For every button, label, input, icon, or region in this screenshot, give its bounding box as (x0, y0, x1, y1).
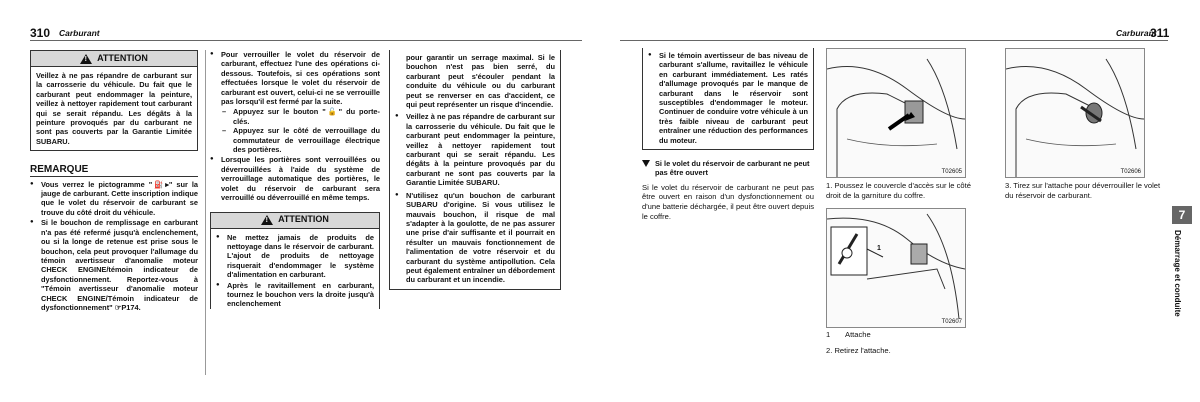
figure-3-drawing (827, 209, 965, 327)
figure-remove-clip (826, 208, 966, 328)
lock-item-2: ● Lorsque les portières sont verrouillées ou déverrouillées à l'aide du système de verrouillage automatique des portières, le volet du réservoir de carburant sera verrouillé ou déverrouillé en même temps. (210, 155, 380, 202)
page-number-right: 311 (1150, 26, 1170, 40)
lock-dash-2: – Appuyez sur le côté de verrouillage du commutateur de verrouillage électrique des portières. (221, 126, 380, 154)
section-text: Si le volet du réservoir de carburant ne peut pas être ouvert en raison d'un dysfonctionnement ou d'une batterie déchargée, il peut être ouvert depuis le coffre. (642, 182, 814, 221)
warning-continuation: pour garantir un serrage maximal. Si le bouchon n'est pas bien serré, du carburant peut s'écouler pendant la conduite du véhicule ou du carburant peut se renverser en cas d'accident, ce qui peut représenter un risque d'incendie. (406, 53, 555, 110)
lock-dash-1: – Appuyez sur le bouton "🔓" du porte-clés. (221, 107, 380, 126)
warning-text-1: Veillez à ne pas répandre de carburant sur la carrosserie du véhicule. Du fait que le carburant peut endommager la peinture, veillez à nettoyer rapidement tout carburant qui se serait répandu. Les dégâts à la peinture provoqués par du carburant ne sont pas couverts par la Garantie Limitée SUBARU. (36, 71, 192, 146)
page-header-title-right: Carburant (1116, 28, 1157, 38)
figure-access-cover (826, 48, 966, 178)
step-1: 1. Poussez le couvercle d'accès sur le côté droit de la garniture du coffre. (826, 181, 971, 200)
page-header-title-left: Carburant (59, 28, 100, 38)
chapter-side-text: Démarrage et conduite (1173, 230, 1182, 317)
figure-3-code: T02607 (941, 319, 962, 325)
warning3-item-1: ● Veillez à ne pas répandre de carburant sur la carrosserie du véhicule. Du fait que le carburant peut endommager la peinture, veillez à nettoyer rapidement tout carburant qui se serait répandu. Les dégâts à la peinture provoqués par du carburant ne sont pas couverts par la Garantie Limitée SUBARU. (395, 112, 555, 187)
figure-pull-clip (1005, 48, 1145, 178)
legend-text: Attache (845, 330, 871, 339)
remarque-item-1: ● Vous verrez le pictogramme "⛽▸" sur la jauge de carburant. Cette inscription indique que le volet du réservoir de carburant se trouve du côté droit du véhicule. (30, 180, 198, 218)
warning-box-2 (210, 212, 380, 309)
chapter-tab: 7 (1172, 206, 1192, 224)
low-fuel-item: ● Si le témoin avertisseur de bas niveau de carburant s'allume, ravitaillez le véhicule en carburant immédiatement. Les ratés d'allumage provoqués par le manque de carburant dans le réservoir sont susceptibles d'endommager le moteur. Continuer de conduire votre véhicule à un très faible niveau de carburant peut entraîner une réduction des performances du moteur. (648, 51, 808, 145)
warning3-item-2: ● N'utilisez qu'un bouchon de carburant SUBARU d'origine. Si vous utilisez le mauvais bouchon, il risque de mal s'adapter à la goulotte, de ne pas assurer une prise d'air suffisante et il pourrait en résulter un mauvais fonctionnement de l'alimentation de votre réservoir et du carburant du système antipollution. Cela peut également entraîner un débordement du carburant et un incendie. (395, 191, 555, 285)
page-number-left: 310 (30, 26, 51, 40)
warning-icon (261, 215, 273, 225)
left-col-3 (389, 50, 561, 290)
left-col-1 (30, 50, 198, 313)
header-rule-left (30, 40, 582, 41)
right-col-1 (642, 48, 814, 221)
remarque-heading: REMARQUE (30, 165, 198, 176)
section-heading: Si le volet du réservoir de carburant ne peut pas être ouvert (642, 159, 814, 178)
figure-1-code: T02605 (941, 169, 962, 175)
low-fuel-box (642, 48, 814, 150)
legend-number: 1 (826, 330, 831, 339)
remarque-list (30, 180, 198, 313)
figure-2-drawing (1006, 49, 1144, 177)
remarque-item-2: ● Si le bouchon de remplissage en carburant n'a pas été refermé jusqu'à enclenchement, ou si la longe de retenue est prise sous le bouchon, cela peut provoquer l'allumage du témoin avertisseur d'anomalie moteur CHECK ENGINE/témoin indicateur de dysfonctionnement. Reportez-vous à "Témoin avertisseur d'anomalie moteur CHECK ENGINE/Témoin indicateur de dysfonctionnement" ☞P174. (30, 218, 198, 312)
header-rule-right (620, 40, 1168, 41)
warning2-item-1: ● Ne mettez jamais de produits de nettoyage dans le réservoir de carburant. L'ajout de produits de nettoyage risquerait d'endommager le système d'alimentation en carburant. (216, 233, 374, 280)
section-marker-icon (642, 160, 650, 167)
warning-icon (80, 54, 92, 64)
figure-3-label: 1 (877, 245, 881, 252)
warning2-item-2: ● Après le ravitaillement en carburant, tournez le bouchon vers la droite jusqu'à enclenchement (216, 281, 374, 309)
warning-heading-1: ! ATTENTION (31, 51, 197, 67)
warning-heading-2: ! ATTENTION (211, 213, 379, 229)
left-col-2 (210, 50, 380, 310)
step-2: 2. Retirez l'attache. (826, 346, 891, 355)
column-divider (205, 50, 206, 375)
figure-1-drawing (827, 49, 965, 177)
figure-2-code: T02606 (1120, 169, 1141, 175)
lock-item-1: ● Pour verrouiller le volet du réservoir de carburant, effectuez l'une des opérations ci-dessous. Toutefois, si ces opérations sont effectuées lorsque le volet du réservoir de carburant est ouvert, celui-ci ne se verrouille pas lorsqu'il est fermé par la suite. – Appuyez sur le bouton "🔓" du porte-clés. – Appuyez sur le côté de verrouillage du commutateur de verrouillage électrique des portières. (210, 50, 380, 154)
warning-box-1 (30, 50, 198, 151)
step-3: 3. Tirez sur l'attache pour déverrouiller le volet du réservoir de carburant. (1005, 181, 1161, 200)
